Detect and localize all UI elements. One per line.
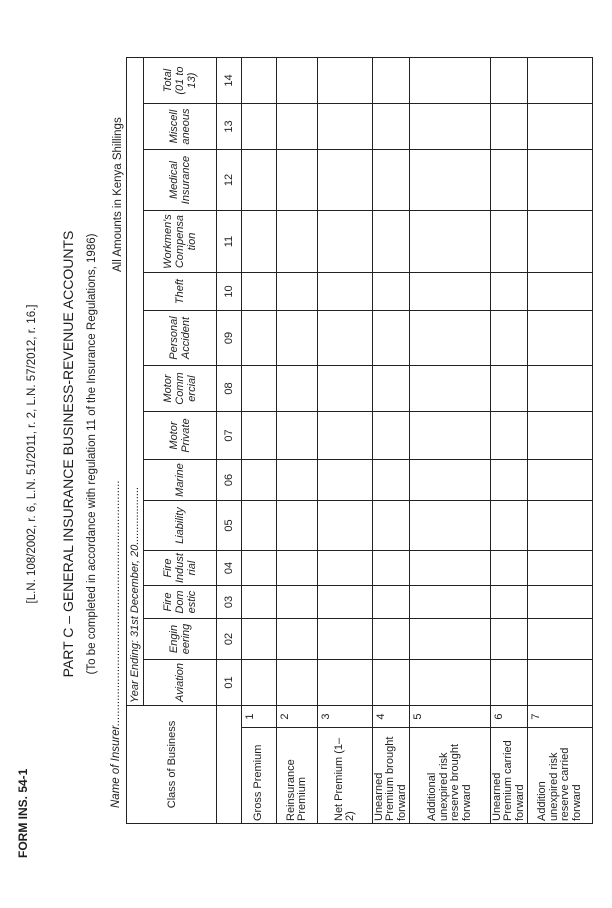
entry-cell[interactable] bbox=[410, 619, 491, 660]
entry-cell[interactable] bbox=[318, 211, 373, 273]
entry-cell[interactable] bbox=[242, 273, 277, 311]
entry-cell[interactable] bbox=[491, 104, 528, 150]
entry-cell[interactable] bbox=[410, 150, 491, 211]
part-title: PART C – GENERAL INSURANCE BUSINESS-REVENUE ACCOUNTS bbox=[60, 230, 76, 678]
column-header: Theft bbox=[144, 273, 217, 311]
column-number: 11 bbox=[217, 211, 242, 273]
column-header: Liability bbox=[144, 501, 217, 551]
table-row bbox=[242, 58, 277, 824]
entry-cell[interactable] bbox=[410, 586, 491, 619]
entry-cell[interactable] bbox=[491, 460, 528, 501]
row-number: 3 bbox=[318, 706, 373, 728]
entry-cell[interactable] bbox=[242, 501, 277, 551]
entry-cell[interactable] bbox=[491, 311, 528, 366]
entry-cell[interactable] bbox=[277, 501, 318, 551]
entry-cell[interactable] bbox=[491, 501, 528, 551]
entry-cell[interactable] bbox=[373, 366, 410, 412]
column-header: Marine bbox=[144, 460, 217, 501]
entry-cell[interactable] bbox=[410, 551, 491, 586]
entry-cell[interactable] bbox=[318, 586, 373, 619]
entry-cell[interactable] bbox=[277, 311, 318, 366]
column-header: Workmen's Compensa tion bbox=[144, 211, 217, 273]
entry-cell[interactable] bbox=[528, 460, 593, 501]
entry-cell[interactable] bbox=[373, 58, 410, 104]
column-header: Motor Private bbox=[144, 412, 217, 460]
entry-cell[interactable] bbox=[242, 366, 277, 412]
entry-cell[interactable] bbox=[318, 619, 373, 660]
column-number: 13 bbox=[217, 104, 242, 150]
entry-cell[interactable] bbox=[318, 58, 373, 104]
entry-cell[interactable] bbox=[528, 58, 593, 104]
table-row bbox=[373, 58, 410, 824]
entry-cell[interactable] bbox=[528, 412, 593, 460]
entry-cell[interactable] bbox=[373, 311, 410, 366]
column-number: 08 bbox=[217, 366, 242, 412]
entry-cell[interactable] bbox=[318, 104, 373, 150]
entry-cell[interactable] bbox=[528, 273, 593, 311]
entry-cell[interactable] bbox=[491, 150, 528, 211]
column-number: 04 bbox=[217, 551, 242, 586]
entry-cell[interactable] bbox=[410, 273, 491, 311]
row-number: 1 bbox=[242, 706, 277, 728]
entry-cell[interactable] bbox=[242, 150, 277, 211]
table-row bbox=[491, 58, 528, 824]
row-label: Addition unexpired risk reserve carried forward bbox=[528, 728, 593, 824]
entry-cell[interactable] bbox=[373, 150, 410, 211]
entry-cell[interactable] bbox=[373, 551, 410, 586]
entry-cell[interactable] bbox=[277, 619, 318, 660]
row-number: 5 bbox=[410, 706, 491, 728]
column-header: Engin eering bbox=[144, 619, 217, 660]
table-row bbox=[410, 58, 491, 824]
entry-cell[interactable] bbox=[491, 366, 528, 412]
entry-cell[interactable] bbox=[373, 104, 410, 150]
row-number: 7 bbox=[528, 706, 593, 728]
entry-cell[interactable] bbox=[528, 660, 593, 706]
entry-cell[interactable] bbox=[277, 211, 318, 273]
entry-cell[interactable] bbox=[277, 460, 318, 501]
column-header: Miscell aneous bbox=[144, 104, 217, 150]
entry-cell[interactable] bbox=[373, 273, 410, 311]
row-label: Net Premium (1–2) bbox=[318, 728, 373, 824]
entry-cell[interactable] bbox=[318, 412, 373, 460]
entry-cell[interactable] bbox=[242, 412, 277, 460]
column-header: Personal Accident bbox=[144, 311, 217, 366]
entry-cell[interactable] bbox=[491, 211, 528, 273]
entry-cell[interactable] bbox=[373, 412, 410, 460]
table-row bbox=[528, 58, 593, 824]
row-number: 2 bbox=[277, 706, 318, 728]
entry-cell[interactable] bbox=[242, 58, 277, 104]
entry-cell[interactable] bbox=[242, 619, 277, 660]
entry-cell[interactable] bbox=[277, 551, 318, 586]
header-row-year bbox=[127, 58, 144, 824]
row-label: Additional unexpired risk reserve brought forward bbox=[410, 728, 491, 824]
entry-cell[interactable] bbox=[528, 150, 593, 211]
entry-cell[interactable] bbox=[410, 460, 491, 501]
entry-cell[interactable] bbox=[242, 660, 277, 706]
entry-cell[interactable] bbox=[491, 58, 528, 104]
entry-cell[interactable] bbox=[410, 412, 491, 460]
entry-cell[interactable] bbox=[528, 311, 593, 366]
entry-cell[interactable] bbox=[373, 619, 410, 660]
entry-cell[interactable] bbox=[410, 311, 491, 366]
entry-cell[interactable] bbox=[318, 501, 373, 551]
entry-cell[interactable] bbox=[373, 501, 410, 551]
entry-cell[interactable] bbox=[277, 412, 318, 460]
row-number: 4 bbox=[373, 706, 410, 728]
entry-cell[interactable] bbox=[318, 150, 373, 211]
entry-cell[interactable] bbox=[373, 586, 410, 619]
row-label: Unearned Premium brought forward bbox=[373, 728, 410, 824]
column-header: Fire Indust rial bbox=[144, 551, 217, 586]
entry-cell[interactable] bbox=[318, 366, 373, 412]
entry-cell[interactable] bbox=[242, 211, 277, 273]
entry-cell[interactable] bbox=[242, 586, 277, 619]
column-header: Total (01 to 13) bbox=[144, 58, 217, 104]
column-header: Aviation bbox=[144, 660, 217, 706]
header-blank-cell bbox=[217, 706, 242, 824]
currency-note: All Amounts in Kenya Shillings bbox=[112, 117, 124, 272]
entry-cell[interactable] bbox=[373, 660, 410, 706]
column-header: Medical Insurance bbox=[144, 150, 217, 211]
column-number: 05 bbox=[217, 501, 242, 551]
entry-cell[interactable] bbox=[277, 586, 318, 619]
entry-cell[interactable] bbox=[373, 460, 410, 501]
instruction-note: (To be completed in accordance with regulation 11 of the Insurance Regulations, 1986) bbox=[86, 233, 98, 675]
entry-cell[interactable] bbox=[318, 273, 373, 311]
entry-cell[interactable] bbox=[491, 660, 528, 706]
header-row-numbers bbox=[217, 58, 242, 824]
entry-cell[interactable] bbox=[491, 551, 528, 586]
entry-cell[interactable] bbox=[528, 104, 593, 150]
column-header: Motor Comm ercial bbox=[144, 366, 217, 412]
entry-cell[interactable] bbox=[277, 58, 318, 104]
entry-cell[interactable] bbox=[318, 311, 373, 366]
column-number: 10 bbox=[217, 273, 242, 311]
entry-cell[interactable] bbox=[318, 551, 373, 586]
entry-cell[interactable] bbox=[528, 211, 593, 273]
entry-cell[interactable] bbox=[410, 501, 491, 551]
entry-cell[interactable] bbox=[277, 150, 318, 211]
entry-cell[interactable] bbox=[528, 501, 593, 551]
entry-cell[interactable] bbox=[242, 460, 277, 501]
revenue-accounts-table bbox=[126, 57, 593, 824]
class-of-business-header: Class of Business bbox=[127, 706, 217, 824]
entry-cell[interactable] bbox=[491, 619, 528, 660]
column-header: Fire Dom estic bbox=[144, 586, 217, 619]
entry-cell[interactable] bbox=[528, 619, 593, 660]
entry-cell[interactable] bbox=[242, 104, 277, 150]
year-ending-header: Year Ending: 31st December, 20................... bbox=[127, 58, 144, 706]
entry-cell[interactable] bbox=[277, 273, 318, 311]
entry-cell[interactable] bbox=[318, 660, 373, 706]
column-number: 06 bbox=[217, 460, 242, 501]
entry-cell[interactable] bbox=[491, 412, 528, 460]
row-label: Gross Premium bbox=[242, 728, 277, 824]
entry-cell[interactable] bbox=[410, 366, 491, 412]
legal-citation: [L.N. 108/2002, r. 6, L.N. 51/2011, r. 2, L.N. 57/2012, r. 16.] bbox=[26, 304, 38, 604]
column-number: 14 bbox=[217, 58, 242, 104]
entry-cell[interactable] bbox=[410, 104, 491, 150]
entry-cell[interactable] bbox=[277, 366, 318, 412]
entry-cell[interactable] bbox=[410, 211, 491, 273]
column-number: 03 bbox=[217, 586, 242, 619]
column-number: 02 bbox=[217, 619, 242, 660]
row-label: Reinsurance Premium bbox=[277, 728, 318, 824]
entry-cell[interactable] bbox=[528, 586, 593, 619]
entry-cell[interactable] bbox=[242, 311, 277, 366]
entry-cell[interactable] bbox=[277, 660, 318, 706]
column-number: 09 bbox=[217, 311, 242, 366]
entry-cell[interactable] bbox=[491, 273, 528, 311]
entry-cell[interactable] bbox=[318, 460, 373, 501]
form-code: FORM INS. 54-1 bbox=[16, 768, 30, 858]
column-number: 01 bbox=[217, 660, 242, 706]
table-row bbox=[277, 58, 318, 824]
insurer-name-field[interactable]: Name of Insurer............................................................................. bbox=[110, 479, 122, 808]
column-number: 07 bbox=[217, 412, 242, 460]
entry-cell[interactable] bbox=[528, 366, 593, 412]
row-number: 6 bbox=[491, 706, 528, 728]
row-label: Unearned Premium carried forward bbox=[491, 728, 528, 824]
entry-cell[interactable] bbox=[373, 211, 410, 273]
entry-cell[interactable] bbox=[410, 660, 491, 706]
column-number: 12 bbox=[217, 150, 242, 211]
entry-cell[interactable] bbox=[410, 58, 491, 104]
entry-cell[interactable] bbox=[277, 104, 318, 150]
entry-cell[interactable] bbox=[528, 551, 593, 586]
entry-cell[interactable] bbox=[491, 586, 528, 619]
table-row bbox=[318, 58, 373, 824]
entry-cell[interactable] bbox=[242, 551, 277, 586]
